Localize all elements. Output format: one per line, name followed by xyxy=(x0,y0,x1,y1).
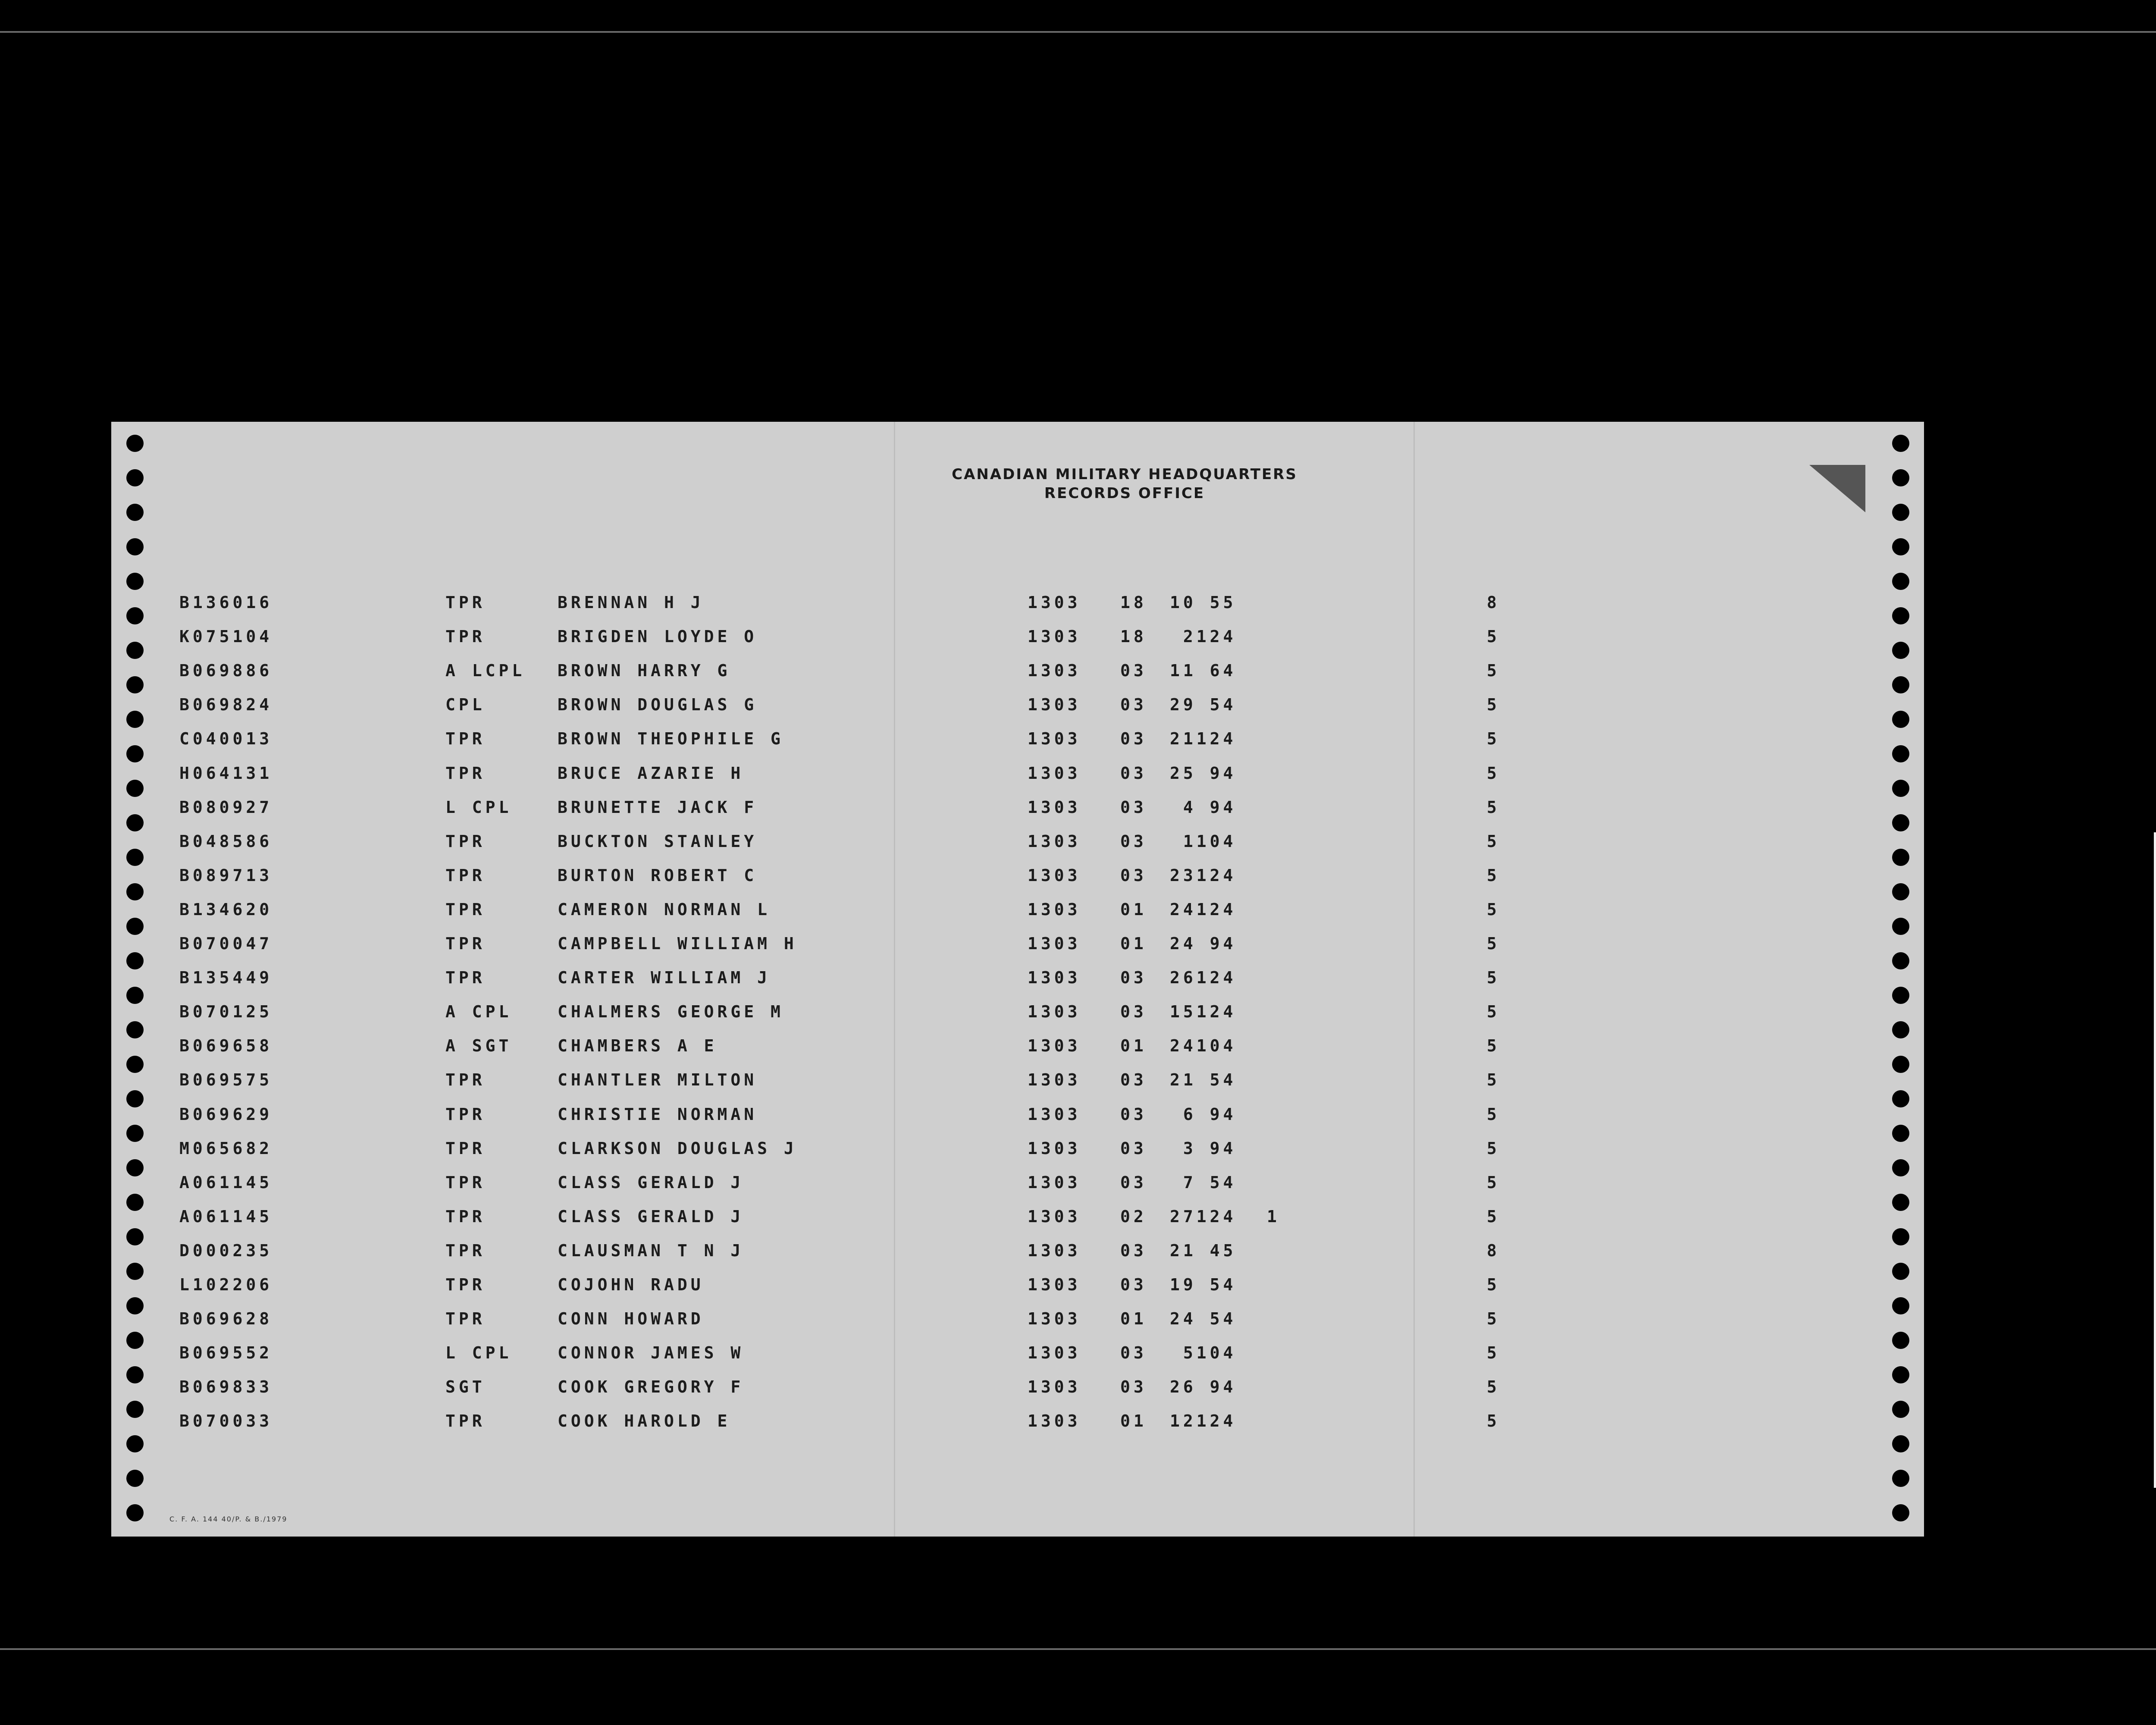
table-row xyxy=(111,1207,1924,1233)
record-id: M065682 xyxy=(179,1139,273,1158)
record-id: K075104 xyxy=(179,627,273,646)
record-field-b: 15124 xyxy=(1170,1002,1237,1021)
record-id: B069552 xyxy=(179,1343,273,1362)
record-name: BRUNETTE JACK F xyxy=(558,798,758,817)
table-row xyxy=(111,1070,1924,1096)
record-field-b: 24 94 xyxy=(1170,934,1237,953)
record-code: 1303 xyxy=(1028,1002,1081,1021)
record-id: A061145 xyxy=(179,1207,273,1226)
record-code: 1303 xyxy=(1028,1036,1081,1055)
record-field-a: 03 xyxy=(1120,1241,1147,1260)
record-name: BURTON ROBERT C xyxy=(558,866,758,885)
record-field-b: 10 55 xyxy=(1170,593,1237,612)
record-flag: 1 xyxy=(1267,1207,1280,1226)
record-status: 8 xyxy=(1487,593,1500,612)
record-name: BROWN DOUGLAS G xyxy=(558,695,758,714)
header-line-1: CANADIAN MILITARY HEADQUARTERS xyxy=(952,466,1297,483)
record-code: 1303 xyxy=(1028,968,1081,987)
record-rank: TPR xyxy=(445,764,486,783)
record-name: CHALMERS GEORGE M xyxy=(558,1002,784,1021)
table-row xyxy=(111,661,1924,687)
record-field-b: 3 94 xyxy=(1170,1139,1237,1158)
record-field-a: 03 xyxy=(1120,1139,1147,1158)
table-row xyxy=(111,832,1924,858)
record-id: B070033 xyxy=(179,1411,273,1430)
record-code: 1303 xyxy=(1028,593,1081,612)
record-field-a: 03 xyxy=(1120,798,1147,817)
record-rank: TPR xyxy=(445,593,486,612)
record-id: B069658 xyxy=(179,1036,273,1055)
record-field-b: 21124 xyxy=(1170,729,1237,748)
record-id: B048586 xyxy=(179,832,273,851)
feed-hole xyxy=(126,435,144,452)
record-status: 5 xyxy=(1487,1411,1500,1430)
record-rank: A SGT xyxy=(445,1036,512,1055)
record-id: B135449 xyxy=(179,968,273,987)
record-id: L102206 xyxy=(179,1275,273,1294)
record-field-b: 26 94 xyxy=(1170,1377,1237,1396)
record-field-a: 03 xyxy=(1120,1275,1147,1294)
record-id: B070125 xyxy=(179,1002,273,1021)
record-id: A061145 xyxy=(179,1173,273,1192)
record-id: C040013 xyxy=(179,729,273,748)
record-name: BRENNAN H J xyxy=(558,593,704,612)
table-row xyxy=(111,1002,1924,1028)
record-code: 1303 xyxy=(1028,1173,1081,1192)
table-row xyxy=(111,1105,1924,1131)
record-code: 1303 xyxy=(1028,1070,1081,1089)
record-rank: TPR xyxy=(445,1411,486,1430)
record-status: 5 xyxy=(1487,798,1500,817)
record-field-a: 01 xyxy=(1120,1309,1147,1328)
record-status: 5 xyxy=(1487,627,1500,646)
record-rank: TPR xyxy=(445,1139,486,1158)
record-rank: TPR xyxy=(445,1275,486,1294)
record-name: BROWN HARRY G xyxy=(558,661,731,680)
record-field-b: 5104 xyxy=(1170,1343,1237,1362)
record-name: COJOHN RADU xyxy=(558,1275,704,1294)
table-row xyxy=(111,1139,1924,1165)
record-code: 1303 xyxy=(1028,729,1081,748)
record-rank: TPR xyxy=(445,934,486,953)
record-field-b: 27124 xyxy=(1170,1207,1237,1226)
record-field-b: 24124 xyxy=(1170,900,1237,919)
table-row xyxy=(111,798,1924,824)
record-code: 1303 xyxy=(1028,695,1081,714)
record-rank: SGT xyxy=(445,1377,486,1396)
record-status: 5 xyxy=(1487,832,1500,851)
record-code: 1303 xyxy=(1028,1343,1081,1362)
record-rank: TPR xyxy=(445,729,486,748)
record-status: 5 xyxy=(1487,900,1500,919)
record-rank: TPR xyxy=(445,1207,486,1226)
table-row xyxy=(111,1173,1924,1199)
record-field-b: 2124 xyxy=(1170,627,1237,646)
record-status: 5 xyxy=(1487,1343,1500,1362)
feed-hole xyxy=(126,1504,144,1521)
feed-hole xyxy=(126,538,144,555)
table-row xyxy=(111,1309,1924,1335)
record-status: 5 xyxy=(1487,729,1500,748)
feed-hole xyxy=(1892,1435,1909,1452)
department-label xyxy=(2154,832,2156,1488)
record-code: 1303 xyxy=(1028,832,1081,851)
record-id: H064131 xyxy=(179,764,273,783)
record-field-b: 25 94 xyxy=(1170,764,1237,783)
record-code: 1303 xyxy=(1028,1139,1081,1158)
record-field-a: 01 xyxy=(1120,900,1147,919)
table-row xyxy=(111,1036,1924,1062)
record-id: B080927 xyxy=(179,798,273,817)
record-name: CAMPBELL WILLIAM H xyxy=(558,934,797,953)
table-row xyxy=(111,934,1924,960)
record-field-a: 03 xyxy=(1120,1002,1147,1021)
record-field-a: 18 xyxy=(1120,593,1147,612)
table-row xyxy=(111,1275,1924,1301)
record-status: 5 xyxy=(1487,934,1500,953)
record-field-b: 11 64 xyxy=(1170,661,1237,680)
record-id: B070047 xyxy=(179,934,273,953)
record-name: CLASS GERALD J xyxy=(558,1173,744,1192)
record-rank: L CPL xyxy=(445,1343,512,1362)
record-name: CAMERON NORMAN L xyxy=(558,900,771,919)
record-code: 1303 xyxy=(1028,1207,1081,1226)
record-field-a: 01 xyxy=(1120,1411,1147,1430)
table-row xyxy=(111,695,1924,721)
record-field-a: 03 xyxy=(1120,1070,1147,1089)
record-id: B069629 xyxy=(179,1105,273,1124)
record-status: 5 xyxy=(1487,695,1500,714)
record-status: 5 xyxy=(1487,1070,1500,1089)
record-field-a: 18 xyxy=(1120,627,1147,646)
record-field-a: 02 xyxy=(1120,1207,1147,1226)
record-code: 1303 xyxy=(1028,1411,1081,1430)
record-name: CLASS GERALD J xyxy=(558,1207,744,1226)
feed-hole xyxy=(1892,1504,1909,1521)
feed-hole xyxy=(1892,573,1909,590)
record-code: 1303 xyxy=(1028,1309,1081,1328)
record-id: D000235 xyxy=(179,1241,273,1260)
record-rank: TPR xyxy=(445,866,486,885)
record-name: CHRISTIE NORMAN xyxy=(558,1105,758,1124)
record-rank: A CPL xyxy=(445,1002,512,1021)
record-code: 1303 xyxy=(1028,866,1081,885)
record-name: BRUCE AZARIE H xyxy=(558,764,744,783)
record-name: BROWN THEOPHILE G xyxy=(558,729,784,748)
table-row xyxy=(111,627,1924,653)
bottom-film-edge xyxy=(0,1648,2156,1650)
record-status: 5 xyxy=(1487,1002,1500,1021)
record-code: 1303 xyxy=(1028,1377,1081,1396)
record-field-a: 03 xyxy=(1120,968,1147,987)
record-code: 1303 xyxy=(1028,934,1081,953)
feed-hole xyxy=(1892,538,1909,555)
feed-hole xyxy=(126,504,144,521)
record-rank: TPR xyxy=(445,1309,486,1328)
record-status: 5 xyxy=(1487,1105,1500,1124)
record-status: 5 xyxy=(1487,764,1500,783)
record-code: 1303 xyxy=(1028,661,1081,680)
record-id: B069833 xyxy=(179,1377,273,1396)
table-row xyxy=(111,1411,1924,1437)
record-field-b: 21 45 xyxy=(1170,1241,1237,1260)
record-name: CHAMBERS A E xyxy=(558,1036,718,1055)
record-status: 5 xyxy=(1487,866,1500,885)
record-code: 1303 xyxy=(1028,1241,1081,1260)
record-rank: A LCPL xyxy=(445,661,526,680)
record-id: B069575 xyxy=(179,1070,273,1089)
feed-hole xyxy=(1892,504,1909,521)
record-rank: TPR xyxy=(445,968,486,987)
record-rank: TPR xyxy=(445,900,486,919)
record-id: B069824 xyxy=(179,695,273,714)
record-name: CLAUSMAN T N J xyxy=(558,1241,744,1260)
record-name: COOK GREGORY F xyxy=(558,1377,744,1396)
feed-hole xyxy=(126,1470,144,1487)
record-status: 5 xyxy=(1487,1207,1500,1226)
record-rank: TPR xyxy=(445,832,486,851)
table-row xyxy=(111,968,1924,994)
table-row xyxy=(111,866,1924,892)
record-code: 1303 xyxy=(1028,764,1081,783)
record-id: B089713 xyxy=(179,866,273,885)
record-name: BRIGDEN LOYDE O xyxy=(558,627,758,646)
record-field-a: 03 xyxy=(1120,764,1147,783)
record-status: 5 xyxy=(1487,1275,1500,1294)
record-code: 1303 xyxy=(1028,1105,1081,1124)
record-status: 5 xyxy=(1487,1036,1500,1055)
record-code: 1303 xyxy=(1028,1275,1081,1294)
record-rank: L CPL xyxy=(445,798,512,817)
record-status: 8 xyxy=(1487,1241,1500,1260)
record-rank: TPR xyxy=(445,1105,486,1124)
table-row xyxy=(111,900,1924,926)
record-field-a: 03 xyxy=(1120,1343,1147,1362)
feed-hole xyxy=(1892,469,1909,486)
record-rank: TPR xyxy=(445,1241,486,1260)
record-name: BUCKTON STANLEY xyxy=(558,832,758,851)
record-rank: TPR xyxy=(445,1070,486,1089)
table-row xyxy=(111,764,1924,790)
corner-mark xyxy=(1809,465,1865,512)
record-rank: TPR xyxy=(445,627,486,646)
record-status: 5 xyxy=(1487,968,1500,987)
record-field-b: 6 94 xyxy=(1170,1105,1237,1124)
header-line-2: RECORDS OFFICE xyxy=(1044,485,1205,502)
feed-hole xyxy=(126,469,144,486)
record-field-b: 21 54 xyxy=(1170,1070,1237,1089)
record-field-a: 03 xyxy=(1120,729,1147,748)
record-name: CARTER WILLIAM J xyxy=(558,968,771,987)
record-field-b: 1104 xyxy=(1170,832,1237,851)
record-code: 1303 xyxy=(1028,627,1081,646)
record-name: CHANTLER MILTON xyxy=(558,1070,758,1089)
feed-hole xyxy=(126,1435,144,1452)
record-field-b: 12124 xyxy=(1170,1411,1237,1430)
table-row xyxy=(111,1377,1924,1403)
record-sheet xyxy=(111,422,1924,1537)
record-field-b: 7 54 xyxy=(1170,1173,1237,1192)
table-row xyxy=(111,593,1924,619)
record-name: COOK HAROLD E xyxy=(558,1411,731,1430)
record-status: 5 xyxy=(1487,1377,1500,1396)
record-field-a: 03 xyxy=(1120,695,1147,714)
feed-hole xyxy=(126,573,144,590)
feed-hole xyxy=(1892,435,1909,452)
record-name: CLARKSON DOUGLAS J xyxy=(558,1139,797,1158)
record-field-a: 01 xyxy=(1120,1036,1147,1055)
record-status: 5 xyxy=(1487,1309,1500,1328)
table-row xyxy=(111,1241,1924,1267)
record-rank: TPR xyxy=(445,1173,486,1192)
feed-hole xyxy=(1892,1470,1909,1487)
form-number: C. F. A. 144 40/P. & B./1979 xyxy=(169,1515,288,1523)
record-status: 5 xyxy=(1487,661,1500,680)
record-id: B069628 xyxy=(179,1309,273,1328)
record-rank: CPL xyxy=(445,695,486,714)
record-code: 1303 xyxy=(1028,900,1081,919)
record-field-b: 19 54 xyxy=(1170,1275,1237,1294)
record-field-b: 23124 xyxy=(1170,866,1237,885)
record-field-a: 03 xyxy=(1120,1173,1147,1192)
record-field-b: 24 54 xyxy=(1170,1309,1237,1328)
table-row xyxy=(111,1343,1924,1369)
record-field-a: 03 xyxy=(1120,1377,1147,1396)
record-field-a: 03 xyxy=(1120,661,1147,680)
record-status: 5 xyxy=(1487,1139,1500,1158)
record-field-a: 01 xyxy=(1120,934,1147,953)
record-id: B134620 xyxy=(179,900,273,919)
record-field-b: 26124 xyxy=(1170,968,1237,987)
record-field-a: 03 xyxy=(1120,832,1147,851)
record-id: B136016 xyxy=(179,593,273,612)
record-field-b: 24104 xyxy=(1170,1036,1237,1055)
record-name: CONNOR JAMES W xyxy=(558,1343,744,1362)
table-row xyxy=(111,729,1924,755)
record-name: CONN HOWARD xyxy=(558,1309,704,1328)
record-status: 5 xyxy=(1487,1173,1500,1192)
record-field-a: 03 xyxy=(1120,866,1147,885)
record-field-a: 03 xyxy=(1120,1105,1147,1124)
record-field-b: 29 54 xyxy=(1170,695,1237,714)
record-field-b: 4 94 xyxy=(1170,798,1237,817)
top-film-edge xyxy=(0,31,2156,33)
record-code: 1303 xyxy=(1028,798,1081,817)
record-id: B069886 xyxy=(179,661,273,680)
sheet-header xyxy=(780,465,1470,503)
